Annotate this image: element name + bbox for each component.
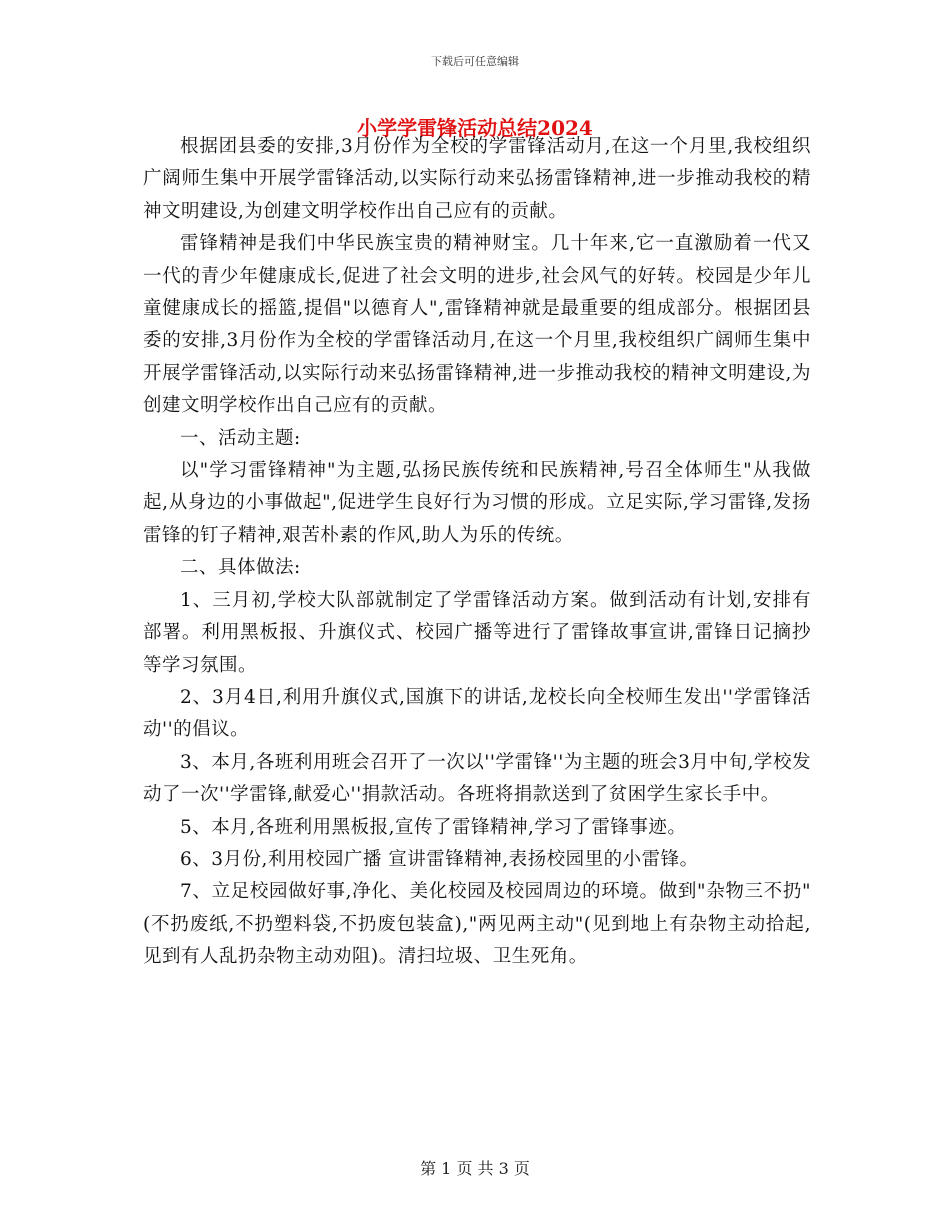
page-header-note: 下载后可任意编辑 bbox=[431, 55, 519, 68]
list-item-3: 3、本月,各班利用班会召开了一次以''学雷锋''为主题的班会3月中旬,学校发动了一次''学雷锋,献爱心''捐款活动。各班将捐款送到了贫困学生家长手中。 bbox=[143, 751, 811, 806]
list-item-1: 1、三月初,学校大队部就制定了学雷锋活动方案。做到活动有计划,安排有部署。利用黑板报、升旗仪式、校园广播等进行了雷锋故事宣讲,雷锋日记摘抄等学习氛围。 bbox=[143, 589, 811, 676]
document-title: 小学学雷锋活动总结2024 bbox=[357, 116, 593, 140]
list-item-2: 2、3月4日,利用升旗仪式,国旗下的讲话,龙校长向全校师生发出''学雷锋活动''的倡议。 bbox=[143, 686, 811, 741]
document-body bbox=[143, 131, 811, 974]
paragraph-intro: 根据团县委的安排,3月份作为全校的学雷锋活动月,在这一个月里,我校组织广阔师生集中开展学雷锋活动,以实际行动来弘扬雷锋精神,进一步推动我校的精神文明建设,为创建文明学校作出自己应有的贡献。 bbox=[143, 136, 811, 222]
page-footer: 第 1 页 共 3 页 bbox=[420, 1159, 530, 1178]
list-item-7: 7、立足校园做好事,净化、美化校园及校园周边的环境。做到"杂物三不扔"(不扔废纸,不扔塑料袋,不扔废包装盒),"两见两主动"(见到地上有杂物主动拾起,见到有人乱扔杂物主动劝阻)。清扫垃圾、卫生死角。 bbox=[143, 881, 811, 968]
section-heading-methods: 二、具体做法: bbox=[180, 557, 301, 579]
list-item-5: 5、本月,各班利用黑板报,宣传了雷锋精神,学习了雷锋事迹。 bbox=[180, 816, 687, 838]
paragraph-theme: 以"学习雷锋精神"为主题,弘扬民族传统和民族精神,号召全体师生"从我做起,从身边的小事做起",促进学生良好行为习惯的形成。立足实际,学习雷锋,发扬雷锋的钉子精神,艰苦朴素的作风,助人为乐的传统。 bbox=[143, 460, 811, 546]
section-heading-theme: 一、活动主题: bbox=[180, 427, 301, 449]
list-item-6: 6、3月份,利用校园广播 宣讲雷锋精神,表扬校园里的小雷锋。 bbox=[180, 848, 699, 870]
paragraph-lei-feng-spirit: 雷锋精神是我们中华民族宝贵的精神财宝。几十年来,它一直激励着一代又一代的青少年健康成长,促进了社会文明的进步,社会风气的好转。校园是少年儿童健康成长的摇篮,提倡"以德育人",雷锋精神就是最重要的组成部分。根据团县委的安排,3月份作为全校的学雷锋活动月,在这一个月里,我校组织广阔师生集中开展学雷锋活动,以实际行动来弘扬雷锋精神,进一步推动我校的精神文明建设,为创建文明学校作出自己应有的贡献。 bbox=[143, 233, 811, 417]
